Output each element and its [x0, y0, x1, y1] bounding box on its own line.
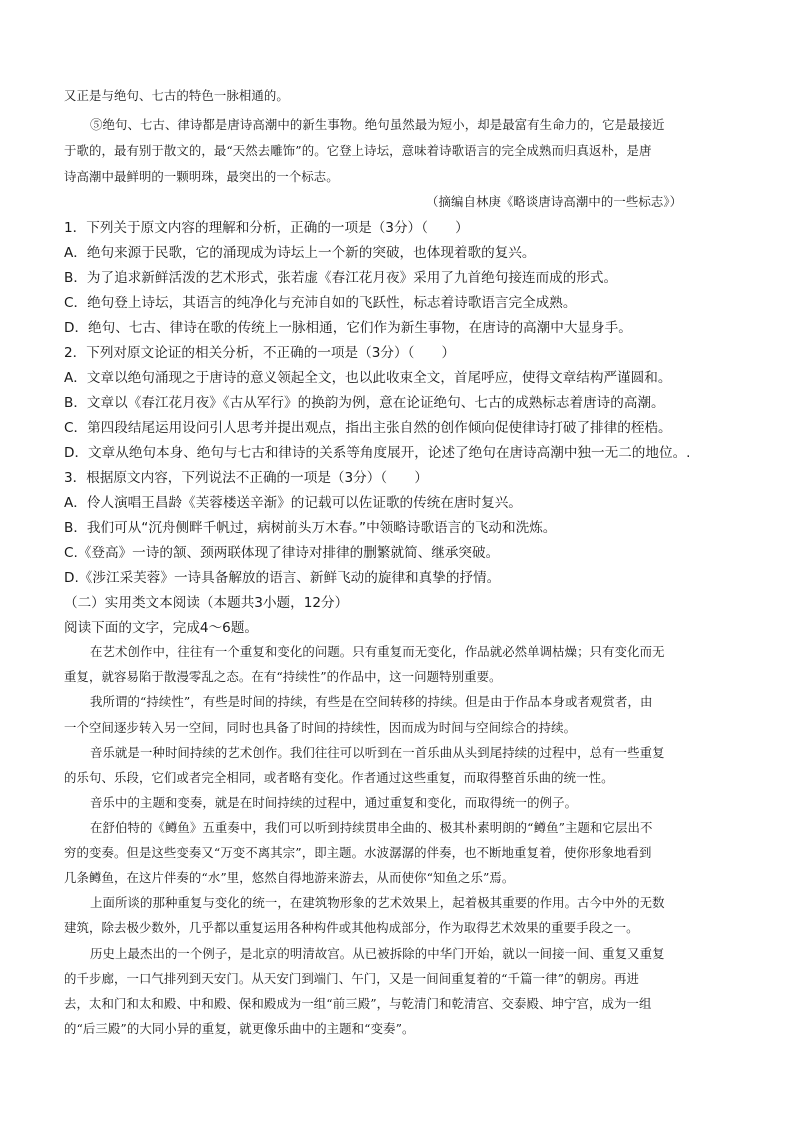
question-2-option-a[interactable]: A．文章以绝句涌现之于唐诗的意义领起全文，也以此收束全文，首尾呼应，使得文章结构严谨圆和。 — [64, 370, 672, 386]
passage-line: 于歌的，最有别于散文的，最“天然去雕饰”的。它登上诗坛，意味着诗歌语言的完全成熟而归真返朴，是唐 — [64, 143, 652, 158]
passage-line: 又正是与绝句、七古的特色一脉相通的。 — [64, 88, 289, 103]
passage-line: ⑤绝句、七古、律诗都是唐诗高潮中的新生事物。绝句虽然最为短小，却是最富有生命力的，它是最接近 — [90, 117, 665, 132]
question-1-stem: 1．下列关于原文内容的理解和分析，正确的一项是（3分）（ ） — [64, 220, 469, 236]
question-1-option-a[interactable]: A．绝句来源于民歌，它的涌现成为诗坛上一个新的突破，也体现着歌的复兴。 — [64, 245, 536, 261]
question-2-option-b[interactable]: B．文章以《春江花月夜》《古从军行》的换韵为例，意在论证绝句、七古的成熟标志着唐诗的高潮。 — [64, 395, 665, 411]
passage-line: 穷的变奏。但是这些变奏又“万变不离其宗”，即主题。水波潺潺的伴奏，也不断地重复着，使你形象地看到 — [64, 845, 652, 860]
passage-line: 去，太和门和太和殿、中和殿、保和殿成为一组“前三殿”，与乾清门和乾清宫、交泰殿、坤宁宫，成为一组 — [64, 996, 652, 1011]
passage-line: 我所谓的“持续性”，有些是时间的持续，有些是在空间转移的持续。但是由于作品本身或者观赏者，由 — [90, 694, 653, 709]
passage-line: 音乐就是一种时间持续的艺术创作。我们往往可以听到在一首乐曲从头到尾持续的过程中，总有一些重复 — [90, 745, 665, 760]
question-2-option-c[interactable]: C．第四段结尾运用设问引人思考并提出观点，指出主张自然的创作倾向促使律诗打破了排律的桎梏。 — [64, 420, 672, 436]
question-2-stem: 2．下列对原文论证的相关分析，不正确的一项是（3分）（ ） — [64, 345, 456, 361]
question-2-option-d[interactable]: D．文章从绝句本身、绝句与七古和律诗的关系等角度展开，论述了绝句在唐诗高潮中独一无二的地位。. — [64, 445, 691, 461]
passage-line: 在艺术创作中，往往有一个重复和变化的问题。只有重复而无变化，作品就必然单调枯燥；只有变化而无 — [90, 644, 665, 659]
section-title: （二）实用类文本阅读（本题共3小题，12分） — [64, 595, 349, 611]
passage-line: 的“后三殿”的大同小异的重复，就更像乐曲中的主题和“变奏”。 — [64, 1021, 415, 1036]
passage-line: 上面所谈的那种重复与变化的统一，在建筑物形象的艺术效果上，起着极其重要的作用。古今中外的无数 — [90, 895, 665, 910]
question-3-option-d[interactable]: D.《涉江采芙蓉》一诗具备解放的语言、新鲜飞动的旋律和真挚的抒情。 — [64, 570, 501, 586]
passage-line: 的乐句、乐段，它们或者完全相同，或者略有变化。作者通过这些重复，而取得整首乐曲的统一性。 — [64, 770, 614, 785]
passage-line: 音乐中的主题和变奏，就是在时间持续的过程中，通过重复和变化，而取得统一的例子。 — [90, 795, 578, 810]
question-3-stem: 3．根据原文内容，下列说法不正确的一项是（3分）（ ） — [64, 470, 428, 486]
passage-line: 建筑，除去极少数外，几乎都以重复运用各种构件或其他构成部分，作为取得艺术效果的重要手段之一。 — [64, 920, 639, 935]
passage-line: 几条鳟鱼，在这片伴奏的“水”里，悠然自得地游来游去，从而使你“知鱼之乐”焉。 — [64, 870, 515, 885]
question-1-option-b[interactable]: B．为了追求新鲜活泼的艺术形式，张若虚《春江花月夜》采用了九首绝句接连而成的形式。 — [64, 270, 618, 286]
question-1-option-d[interactable]: D．绝句、七古、律诗在歌的传统上一脉相通，它们作为新生事物，在唐诗的高潮中大显身手。 — [64, 320, 632, 336]
passage-line: 在舒伯特的《鳟鱼》五重奏中，我们可以听到持续贯串全曲的、极其朴素明朗的“鳟鱼”主题和它层出不 — [90, 820, 653, 835]
question-3-option-b[interactable]: B．我们可从“沉舟侧畔千帆过，病树前头万木春。”中领略诗歌语言的飞动和洗炼。 — [64, 520, 557, 536]
question-1-option-c[interactable]: C．绝句登上诗坛，其语言的纯净化与充沛自如的飞跃性，标志着诗歌语言完全成熟。 — [64, 295, 577, 311]
passage-line: 的千步廊，一口气排列到天安门。从天安门到端门、午门，又是一间间重复着的“千篇一律”的朝房。再进 — [64, 971, 639, 986]
passage-line: 诗高潮中最鲜明的一颗明珠，最突出的一个标志。 — [64, 169, 339, 184]
passage-line: 一个空间逐步转入另一空间，同时也具备了时间的持续性，因而成为时间与空间综合的持续。 — [64, 720, 577, 735]
question-3-option-a[interactable]: A．伶人演唱王昌龄《芙蓉楼送辛渐》的记载可以佐证歌的传统在唐时复兴。 — [64, 495, 522, 511]
source-citation: （摘编自林庚《略谈唐诗高潮中的一些标志》） — [426, 194, 683, 209]
passage-line: 重复，就容易陷于散漫零乱之态。在有“持续性”的作品中，这一问题特别重要。 — [64, 669, 502, 684]
passage-line: 历史上最杰出的一个例子，是北京的明清故宫。从已被拆除的中华门开始，就以一间接一间、重复又重复 — [90, 946, 665, 961]
section-instruction: 阅读下面的文字，完成4～6题。 — [64, 620, 259, 636]
question-3-option-c[interactable]: C.《登高》一诗的颔、颈两联体现了律诗对排律的删繁就简、继承突破。 — [64, 545, 500, 561]
